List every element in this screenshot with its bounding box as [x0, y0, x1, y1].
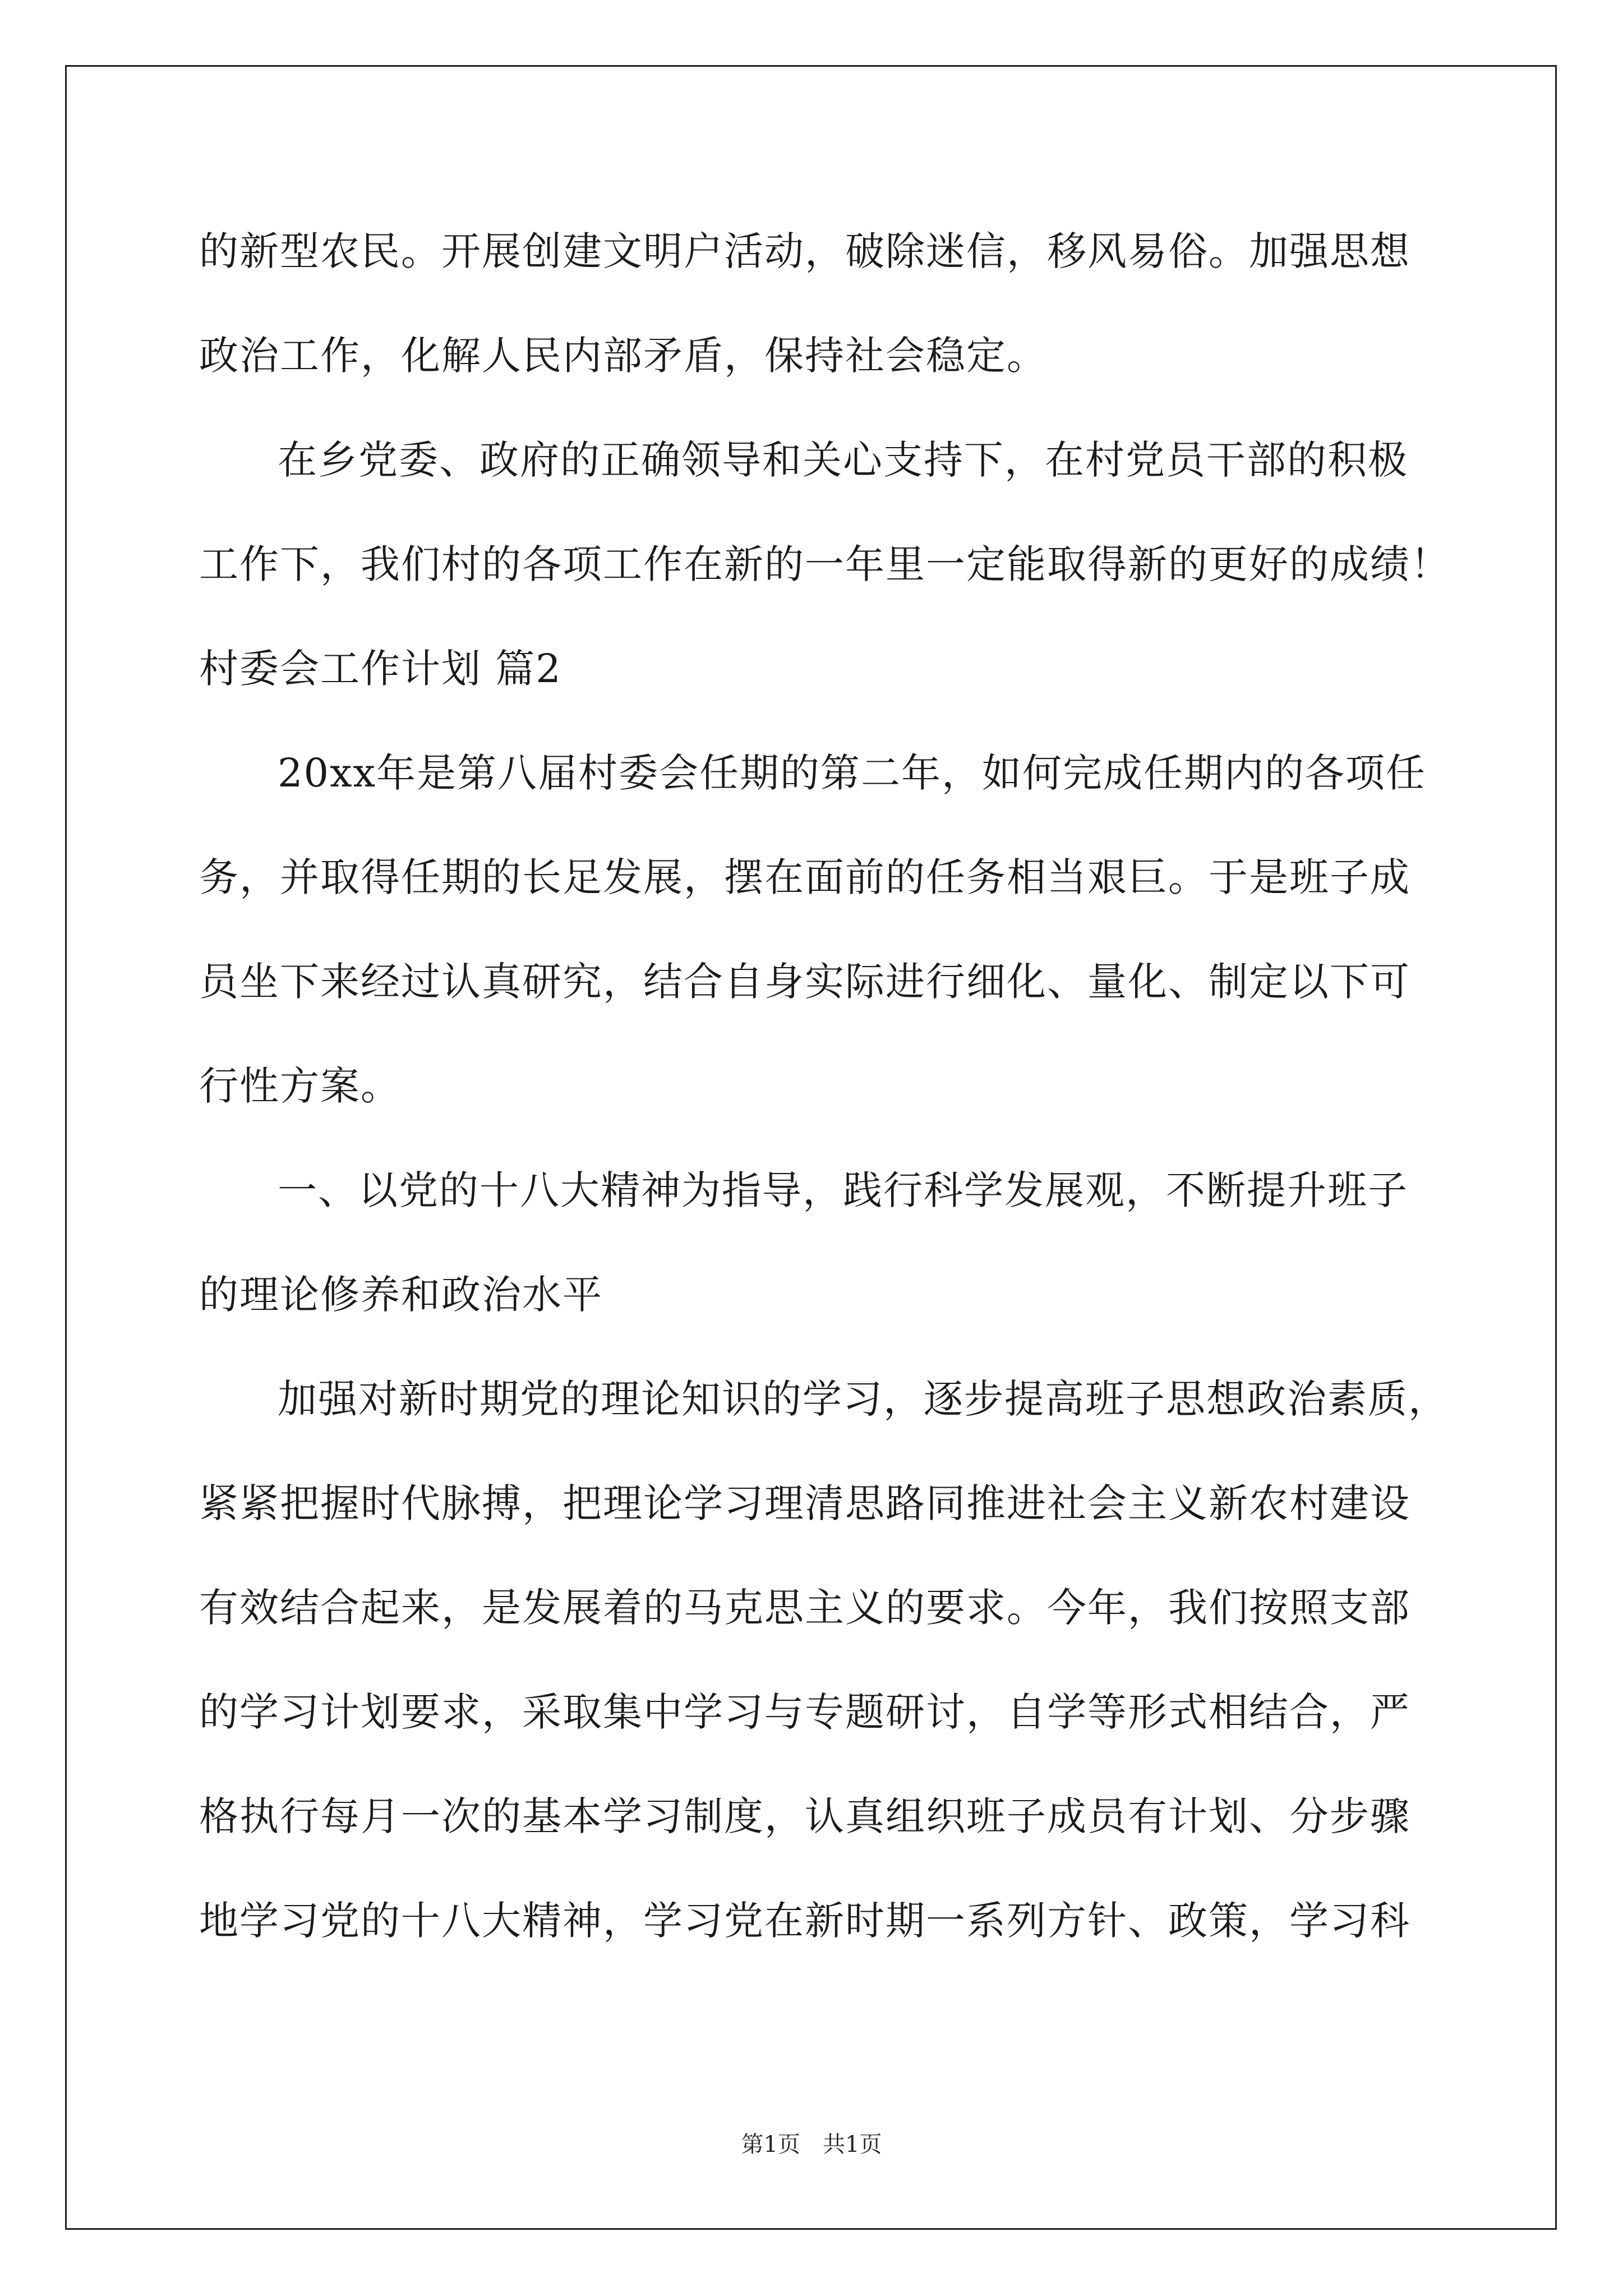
text-line: 格执行每月一次的基本学习制度，认真组织班子成员有计划、分步骤 [199, 1793, 1410, 1839]
text-line: 紧紧把握时代脉搏，把理论学习理清思路同推进社会主义新农村建设 [199, 1480, 1410, 1526]
text-line: 工作下，我们村的各项工作在新的一年里一定能取得新的更好的成绩！ [199, 541, 1451, 587]
text-line: 20xx年是第八届村委会任期的第二年，如何完成任期内的各项任 [278, 750, 1427, 796]
text-line: 的学习计划要求，采取集中学习与专题研讨，自学等形式相结合，严 [199, 1689, 1410, 1735]
text-line: 的理论修养和政治水平 [199, 1272, 603, 1318]
text-line: 在乡党委、政府的正确领导和关心支持下，在村党员干部的积极 [278, 437, 1408, 483]
text-line: 员坐下来经过认真研究，结合自身实际进行细化、量化、制定以下可 [199, 959, 1410, 1005]
text-line: 政治工作，化解人民内部矛盾，保持社会稳定。 [199, 333, 1047, 379]
text-line: 加强对新时期党的理论知识的学习，逐步提高班子思想政治素质， [278, 1376, 1449, 1422]
text-line: 的新型农民。开展创建文明户活动，破除迷信，移风易俗。加强思想 [199, 228, 1410, 274]
text-line: 有效结合起来，是发展着的马克思主义的要求。今年，我们按照支部 [199, 1585, 1410, 1631]
document-body [199, 219, 1451, 1993]
page-number-footer: 第1页 共1页 [741, 2132, 882, 2157]
text-line: 一、以党的十八大精神为指导，践行科学发展观，不断提升班子 [278, 1167, 1408, 1213]
section-heading: 村委会工作计划 篇2 [199, 646, 562, 692]
text-line: 行性方案。 [199, 1063, 401, 1109]
text-line: 地学习党的十八大精神，学习党在新时期一系列方针、政策，学习科 [199, 1898, 1410, 1944]
text-line: 务，并取得任期的长足发展，摆在面前的任务相当艰巨。于是班子成 [199, 854, 1410, 900]
